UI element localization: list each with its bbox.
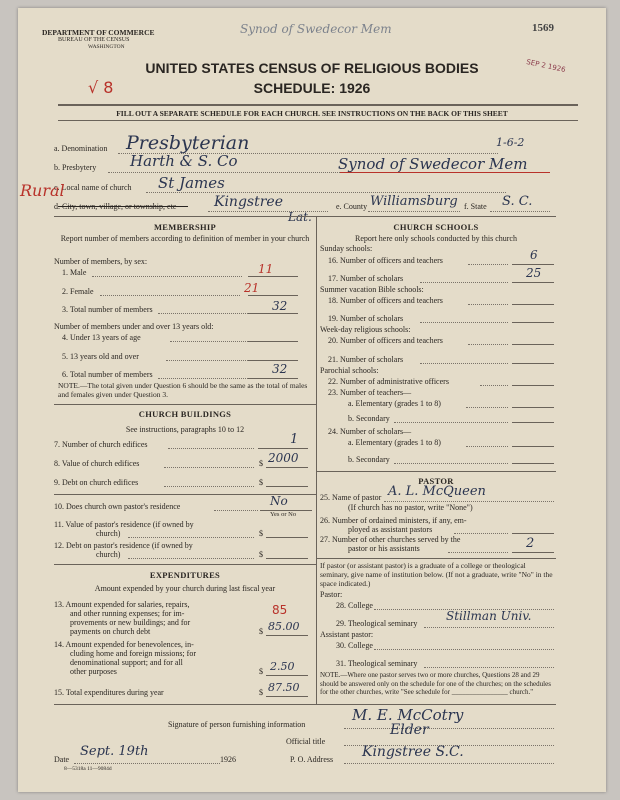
total6-label: 6. Total number of members [62,370,153,379]
q17-label: 17. Number of scholars [328,274,404,283]
q23-label: 23. Number of teachers— [328,388,412,397]
q13-label-b: and other running expenses; for im- [70,609,185,618]
po-address-label: P. O. Address [290,755,334,764]
q31-label: 31. Theological seminary [336,659,418,668]
city-value: Kingstree [214,194,283,210]
q27-label-b: pastor or his assistants [348,544,420,553]
q25-value: A. L. McQueen [388,484,486,499]
q12-dollar: $ [259,550,263,559]
pastor-title: PASTOR [418,476,454,486]
q10-hint: Yes or No [270,511,297,518]
q13-value: 85.00 [268,620,300,633]
margin-note-rural: Rural [20,181,65,200]
q14-label-a: 14. Amount expended for benevolences, in- [54,640,194,649]
city-sub-note: Lat. [288,210,312,224]
schools-intro: Report here only schools conducted by this church [355,234,517,243]
total-members-value: 32 [272,299,288,313]
sunday-label: Sunday schools: [320,244,373,253]
city-label: WASHINGTON [88,44,125,50]
q9-label: 9. Debt on church edifices [54,478,139,487]
q25-hint: (If church has no pastor, write "None") [348,503,473,512]
pastor-note: NOTE.—Where one pastor serves two or more churches, Questions 28 and 29 should be answered only on the schedule for one of the churches; on the schedules for the other churches, write "See schedule for ________________ church." [320,671,551,696]
total6-value: 32 [272,362,288,376]
denomination-code: 1-6-2 [496,136,525,149]
q13-label-a: 13. Amount expended for salaries, repairs, [54,600,190,609]
received-stamp: SEP 2 1926 [525,57,567,75]
weekday-label: Week-day religious schools: [320,325,411,334]
q21-label: 21. Number of scholars [328,355,404,364]
instructions-line: FILL OUT A SEPARATE SCHEDULE FOR EACH CHURCH. SEE INSTRUCTIONS ON THE BACK OF THIS SHEET [116,109,508,118]
by-sex-label: Number of members, by sex: [54,257,148,266]
signature-label: Signature of person furnishing information [168,720,306,729]
q24-label: 24. Number of scholars— [328,427,412,436]
schedule-title: SCHEDULE: 1926 [253,80,371,96]
q15-label: 15. Total expenditures during year [54,688,164,697]
q11-dollar: $ [259,529,263,538]
q25-label: 25. Name of pastor [320,493,382,502]
q14-dollar: $ [259,667,263,676]
official-title-label: Official title [286,737,326,746]
summer-label: Summer vacation Bible schools: [320,285,424,294]
denomination-label: a. Denomination [54,144,108,153]
q15-value: 87.50 [268,681,300,694]
po-address-value: Kingstree S.C. [362,744,464,760]
synod-value: Synod of Swedecor Mem [338,155,528,173]
q11-label-b: church) [96,529,121,538]
q15-dollar: $ [259,688,263,697]
presbytery-value: Harth & S. Co [130,152,238,170]
q29-label: 29. Theological seminary [336,619,418,628]
q13-red-note: 85 [272,603,288,617]
q27-value: 2 [526,536,535,551]
state-label: f. State [464,202,487,211]
parochial-label: Parochial schools: [320,366,379,375]
q20-label: 20. Number of officers and teachers [328,336,443,345]
q12-label-b: church) [96,550,121,559]
official-title-value: Elder [390,722,429,738]
assistant-label: Assistant pastor: [320,630,374,639]
form-number: 1569 [532,22,554,34]
q23b-label: b. Secondary [348,414,390,423]
q30-label: 30. College [336,641,373,650]
q14-label-c: denominational support; and for all [70,658,183,667]
schools-title: CHURCH SCHOOLS [393,222,479,232]
q16-label: 16. Number of officers and teachers [328,256,443,265]
membership-note: NOTE.—The total given under Question 6 should be the same as the total of males and females given under Question 3. [58,381,308,399]
county-label: e. County [336,202,368,211]
male-value: 11 [258,262,274,276]
age-intro: Number of members under and over 13 years old: [54,322,214,331]
membership-intro: Report number of members according to definition of member in your church [60,234,310,243]
pencil-top-note: Synod of Swedecor Mem [240,22,392,36]
q14-label-b: cluding home and foreign missions; for [70,649,196,658]
form-code: 8—5318a 11—9084d [64,766,112,772]
q27-label-a: 27. Number of other churches served by the [320,535,461,544]
denomination-value: Presbyterian [126,132,250,154]
q26-label-a: 26. Number of ordained ministers, if any, em- [320,516,467,525]
buildings-instr: See instructions, paragraphs 10 to 12 [125,425,245,434]
q22-label: 22. Number of administrative officers [328,377,449,386]
q8-value: 2000 [268,451,299,465]
q17-value: 25 [526,266,542,280]
census-form-sheet [18,8,606,792]
city-label-field: d. City, town, village, or township, etc [54,202,177,211]
total-members-label: 3. Total number of members [62,305,153,314]
q13-dollar: $ [259,627,263,636]
date-value: Sept. 19th [80,744,149,759]
red-check-mark: √ 8 [88,78,114,97]
q14-value: 2.50 [270,660,295,673]
form-title: UNITED STATES CENSUS OF RELIGIOUS BODIES [145,60,479,76]
q7-value: 1 [290,432,299,447]
state-value: S. C. [502,194,533,209]
q19-label: 19. Number of scholars [328,314,404,323]
bureau-label: BUREAU OF THE CENSUS [58,37,130,43]
pastor-sub-label: Pastor: [320,590,343,599]
q29-value: Stillman Univ. [446,609,532,623]
local-name-value: St James [158,174,225,192]
q18-label: 18. Number of officers and teachers [328,296,443,305]
q28-label: 28. College [336,601,373,610]
expenditures-intro: Amount expended by your church during last fiscal year [94,584,276,593]
q24a-label: a. Elementary (grades 1 to 8) [348,438,441,447]
q13-label-c: provements or new buildings; and for [70,618,191,627]
q26-label-b: ployed as assistant pastors [348,525,433,534]
signature-value: M. E. McCotry [352,706,464,724]
over13-label: 5. 13 years old and over [62,352,139,361]
graduate-note: If pastor (or assistant pastor) is a graduate of a college or theological seminary, give name of institution below. (If not a graduate, write "No" in the space indicated.) [320,561,553,588]
q23a-label: a. Elementary (grades 1 to 8) [348,399,441,408]
male-label: 1. Male [62,268,87,277]
q10-value: No [270,494,288,508]
q8-label: 8. Value of church edifices [54,459,140,468]
q24b-label: b. Secondary [348,455,390,464]
female-value: 21 [244,281,260,295]
q11-label-a: 11. Value of pastor's residence (if owned by [54,520,194,529]
q10-label: 10. Does church own pastor's residence [54,502,181,511]
under13-label: 4. Under 13 years of age [62,333,141,342]
q12-label-a: 12. Debt on pastor's residence (if owned by [54,541,193,550]
q16-value: 6 [530,248,538,262]
date-label: Date [54,755,70,764]
dept-label: DEPARTMENT OF COMMERCE [42,28,155,37]
date-year: 1926 [220,755,236,764]
membership-title: MEMBERSHIP [153,222,217,232]
q7-label: 7. Number of church edifices [54,440,148,449]
female-label: 2. Female [62,287,94,296]
county-value: Williamsburg [370,194,458,209]
q14-label-d: other purposes [70,667,117,676]
q8-dollar: $ [259,459,263,468]
expenditures-title: EXPENDITURES [149,570,221,580]
buildings-title: CHURCH BUILDINGS [138,409,232,419]
q13-label-d: payments on church debt [70,627,151,636]
presbytery-label: b. Presbytery [54,163,97,172]
local-name-label: c. Local name of church [54,183,132,192]
q9-dollar: $ [259,478,263,487]
